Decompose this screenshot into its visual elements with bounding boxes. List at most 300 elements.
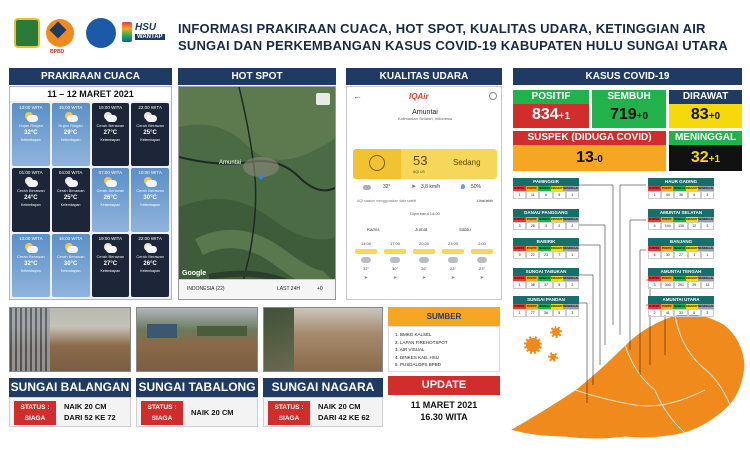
hour-cloud-icon (448, 257, 458, 263)
virus-icon-small (550, 326, 562, 338)
district-cell: 3 (701, 191, 714, 199)
weather-humidity: Kelembapan (60, 138, 81, 142)
district-value-row (648, 309, 714, 315)
hour-label: 2:00 (478, 241, 486, 246)
district-cell: 22 (526, 251, 539, 259)
district-column-header: DIRAWAT (550, 305, 563, 308)
extra-count-button[interactable]: +0 (317, 286, 323, 292)
district-cell: 1 (513, 309, 526, 317)
district-column-header: POSITIF (526, 247, 537, 250)
hour-aqi-bar (442, 249, 464, 254)
air-quality-panel (346, 86, 502, 300)
district-column-header: SEMBUH (673, 247, 685, 250)
hour-label: 17:00 (389, 241, 400, 246)
district-column-header: MENINGGAL (698, 305, 714, 308)
district-column-header: POSITIF (661, 218, 672, 221)
hotspot-section-header: HOT SPOT (178, 68, 336, 85)
district-column-header: POSITIF (661, 305, 672, 308)
district-cell: 33 (674, 309, 687, 317)
district-value-row (648, 191, 714, 197)
cloudy-night-icon (103, 112, 117, 122)
district-cell: 1 (513, 281, 526, 289)
district-cell: 5 (553, 309, 566, 317)
weather-humidity: Kelembapan (21, 203, 41, 208)
river-status-label: STATUS : (20, 404, 50, 411)
weather-condition: Cerah Berawan (56, 188, 85, 194)
aqi-value: 53 (413, 153, 428, 168)
district-cell: 5 (553, 281, 566, 289)
hsu-wantap-emblem-icon (122, 22, 132, 42)
weather-cell (92, 103, 130, 166)
weather-temperature: 26°C (103, 195, 118, 202)
meninggal-value-row (669, 145, 742, 171)
cloudy-night-icon (64, 177, 78, 187)
hour-temp: 30° (391, 266, 399, 271)
weather-cell (52, 234, 90, 297)
weather-cell (12, 234, 50, 297)
covid-section-header: KASUS COVID-19 (513, 68, 742, 85)
hsu-regency-logo-icon (14, 18, 40, 48)
river-status-label: STATUS : (147, 404, 177, 411)
district-cell: 3 (566, 309, 579, 317)
district-name: DANAU PANGGANG (513, 209, 579, 217)
hour-wind-icon: ➤ (450, 275, 456, 281)
district-cell: 2 (553, 222, 566, 230)
district-cell: 2 (566, 222, 579, 230)
source-item: 1. BMKG KALSEL (395, 332, 432, 337)
weather-condition: Cerah Berawan (56, 253, 85, 259)
dirawat-value: 83 (690, 106, 709, 123)
district-column-header: SUSPEK (513, 277, 525, 280)
district-column-header: POSITIF (661, 277, 672, 280)
weather-temperature: 27°C (103, 260, 118, 267)
district-cell: 1 (648, 191, 661, 199)
map-layers-icon[interactable] (316, 93, 330, 105)
river-title: SUNGAI TABALONG (136, 378, 258, 397)
weather-humidity: Kelembapan (140, 268, 160, 273)
day-label-1[interactable]: Kamis (367, 227, 380, 232)
district-cell: 1 (566, 251, 579, 259)
balangan-river-photo (9, 307, 131, 372)
district-cell: 12 (688, 222, 701, 230)
district-cell: 1 (513, 191, 526, 199)
hour-aqi-bar (413, 249, 435, 254)
suspek-box (513, 131, 666, 171)
district-cell: 13 (701, 281, 714, 289)
river-rise: NAIK 20 CM (318, 402, 361, 411)
river-change (191, 407, 234, 418)
district-column-header: SEMBUH (673, 277, 685, 280)
weather-humidity: Kelembapan (60, 268, 81, 273)
cloudy-night-icon (24, 177, 38, 187)
district-column-header: SEMBUH (673, 187, 685, 190)
weather-temperature: 27°C (103, 130, 118, 136)
weather-cell (52, 168, 90, 231)
weather-condition: Cerah Berawan (16, 188, 45, 194)
air-top-bar (347, 87, 502, 107)
time-range-button[interactable]: LAST 24H (277, 286, 300, 292)
map-control-bar (179, 279, 336, 299)
district-cell: 36 (539, 309, 552, 317)
aqi-status: Sedang (453, 158, 481, 167)
hour-temp: 32° (362, 266, 370, 271)
district-column-header: SUSPEK (513, 247, 525, 250)
district-cell: 291 (674, 281, 687, 289)
district-cell: 41 (661, 309, 674, 317)
weather-date: 11 – 12 MARET 2021 (10, 87, 171, 101)
district-cell: 44 (661, 191, 674, 199)
weather-cell (92, 168, 130, 231)
district-column-header: SUSPEK (648, 187, 660, 190)
positif-value: 834 (531, 106, 559, 123)
district-column-header: SEMBUH (538, 277, 550, 280)
district-column-header: DIRAWAT (550, 187, 563, 190)
district-value-row (513, 309, 579, 315)
district-column-header: MENINGGAL (698, 247, 714, 250)
district-column-header: DIRAWAT (685, 277, 698, 280)
weather-condition: Cerah Berawan (16, 253, 45, 259)
weather-condition: Hujan Ringan (58, 123, 83, 128)
weather-humidity: Kelembapan (60, 203, 81, 208)
positif-value-row (513, 104, 589, 128)
river-rise: NAIK 20 CM (64, 402, 107, 411)
air-location (347, 109, 502, 121)
weather-humidity: Kelembapan (100, 268, 121, 273)
district-cell: 4 (648, 222, 661, 230)
district-column-header: MENINGGAL (563, 277, 579, 280)
hour-cloud-icon (419, 257, 429, 263)
kominfo-logo-icon (86, 18, 116, 48)
hour-aqi-bar (355, 249, 377, 254)
weather-time: 22:00 WITA (138, 235, 162, 241)
positif-label: POSITIF (513, 90, 589, 104)
weather-temperature: 25°C (143, 130, 157, 136)
district-name: AMUNTAI UTARA (648, 296, 714, 304)
district-column-header: SEMBUH (673, 305, 685, 308)
dirawat-box (669, 90, 742, 128)
weather-time: 07:00 WITA (98, 170, 123, 176)
river-change (64, 401, 116, 423)
update-header: UPDATE (388, 376, 500, 395)
district-cell: 3 (648, 281, 661, 289)
district-table (648, 296, 714, 315)
district-table (513, 296, 579, 315)
page-title (178, 20, 738, 54)
district-name: AMUNTAI SELATAN (648, 209, 714, 217)
district-cell: 340 (661, 281, 674, 289)
iqair-brand: IQAir (409, 92, 429, 101)
source-list (388, 326, 500, 372)
district-name: HAUR GADING (648, 178, 714, 186)
positif-box (513, 90, 589, 128)
forecast-days (353, 227, 497, 235)
river-range: DARI 52 KE 72 (64, 413, 116, 422)
district-name: AMUNTAI TENGAH (648, 268, 714, 276)
district-cell: 37 (539, 281, 552, 289)
district-column-header: POSITIF (526, 277, 537, 280)
dirawat-label: DIRAWAT (669, 90, 742, 104)
day-label-2[interactable]: Jumat (415, 227, 428, 232)
weather-cell (131, 168, 169, 231)
weather-section-header: PRAKIRAAN CUACA (9, 68, 172, 85)
update-info (388, 395, 500, 427)
district-cell: 5 (553, 191, 566, 199)
meninggal-box (669, 131, 742, 171)
meninggal-label: MENINGGAL (669, 131, 742, 145)
district-value-row (513, 191, 579, 197)
district-column-header: SEMBUH (538, 247, 550, 250)
district-cell: 5 (688, 191, 701, 199)
meninggal-value: 32 (690, 149, 709, 166)
weather-cell (131, 103, 169, 166)
cloudy-night-icon (143, 243, 157, 253)
update-date: 11 MARET 2021 (410, 400, 478, 410)
district-column-header: SEMBUH (538, 305, 550, 308)
hourly-forecast-column (382, 241, 408, 297)
cloudy-sun-icon (64, 112, 78, 122)
district-table (513, 178, 579, 197)
district-cell: 3 (701, 309, 714, 317)
weather-time: 10:00 WITA (138, 170, 162, 176)
weather-humidity: Kelembapan (21, 268, 41, 273)
district-column-header: SUSPEK (513, 218, 525, 221)
district-cell: 3 (688, 251, 701, 259)
weather-time: 13:00 WITA (19, 105, 43, 110)
district-column-header: DIRAWAT (685, 247, 698, 250)
river-status-label: STATUS : (274, 404, 304, 411)
weather-time: 22:00 WITA (138, 105, 162, 110)
weather-temperature: 32°C (24, 130, 38, 136)
air-quality-section-header: KUALITAS UDARA (346, 68, 502, 85)
district-name: BABIRIK (513, 238, 579, 246)
district-cell: 36 (674, 191, 687, 199)
weather-cell (92, 234, 130, 297)
cloudy-sun-icon (24, 243, 38, 253)
hour-aqi-bar (471, 249, 493, 254)
weather-condition: Cerah Berawan (136, 253, 165, 259)
hour-aqi-bar (384, 249, 406, 254)
cloudy-sun-icon (143, 177, 157, 187)
district-column-header: DIRAWAT (550, 277, 563, 280)
river-change (318, 401, 370, 423)
back-arrow-icon[interactable]: ← (353, 91, 362, 101)
sembuh-delta: +0 (636, 111, 649, 122)
district-table (513, 268, 579, 287)
district-column-header: SEMBUH (538, 218, 550, 221)
hour-temp: 23° (478, 266, 486, 271)
district-cell: 27 (674, 251, 687, 259)
hour-wind-icon: ➤ (392, 275, 398, 281)
district-column-header: MENINGGAL (698, 277, 714, 280)
map-place-label: Amuntai (219, 160, 242, 166)
air-weather-row (353, 183, 497, 195)
hour-temp: 23° (449, 266, 457, 271)
river-level-info (9, 397, 131, 427)
river-status: SIAGA (24, 415, 46, 422)
weather-condition: Cerah Berawan (136, 123, 165, 128)
district-table (648, 268, 714, 287)
weather-humidity: Kelembapan (100, 203, 121, 208)
weather-condition: Cerah Berawan (136, 188, 165, 194)
weather-temperature: 32°C (24, 260, 38, 267)
suspek-label: SUSPEK (DIDUGA COVID) (513, 131, 666, 145)
google-logo: Google (182, 270, 207, 277)
river-status: SIAGA (151, 415, 173, 422)
hourly-forecast-column (353, 241, 379, 297)
district-column-header: MENINGGAL (563, 305, 579, 308)
river-range: DARI 42 KE 62 (318, 413, 370, 422)
bpbd-logo-icon (46, 19, 74, 47)
district-column-header: DIRAWAT (685, 305, 698, 308)
weather-time: 16:00 WITA (58, 105, 83, 110)
hsu-logo-text: HSU (135, 22, 157, 33)
source-item: 2. LAPAN FIREHOTSPOT (395, 339, 448, 345)
satellite-map-image (179, 87, 336, 300)
weather-time: 19:00 WITA (98, 235, 123, 241)
weather-time: 01:00 WITA (19, 170, 43, 176)
weather-humidity: Kelembapan (140, 138, 160, 142)
district-cell: 3 (513, 222, 526, 230)
district-column-header: SUSPEK (648, 305, 660, 308)
meninggal-delta: +1 (708, 154, 721, 165)
hour-label: 20:00 (418, 241, 429, 246)
weather-temperature: 30°C (143, 195, 157, 202)
district-column-header: SEMBUH (538, 187, 550, 190)
weather-time: 04:00 WITA (58, 170, 83, 176)
air-updated: Diperbarui 14:00 (410, 211, 440, 216)
district-column-header: MENINGGAL (563, 218, 579, 221)
district-cell: 2 (648, 309, 661, 317)
source-header: SUMBER (388, 307, 500, 326)
see-more-link[interactable]: Lihat lebih (477, 199, 493, 203)
river-status-badge (268, 401, 310, 425)
wantap-logo-text: WANTAP (137, 34, 163, 40)
weather-humidity: Kelembapan (21, 138, 41, 142)
virus-icon (524, 336, 542, 354)
district-cell: 6 (648, 251, 661, 259)
weather-forecast-panel (9, 86, 172, 300)
aqi-face-icon (353, 149, 401, 179)
river-title: SUNGAI BALANGAN (9, 378, 131, 397)
suspek-value: 13 (576, 149, 594, 166)
weather-cell (52, 103, 90, 166)
district-cell: 130 (674, 222, 687, 230)
weather-condition: Cerah Berawan (96, 123, 125, 128)
hour-cloud-icon (477, 257, 487, 263)
district-value-row (513, 251, 579, 257)
weather-time: 19:00 WITA (98, 105, 123, 110)
cloudy-night-icon (143, 112, 157, 122)
air-humidity: 50% (471, 184, 482, 190)
district-column-header: DIRAWAT (550, 218, 563, 221)
weather-time: 16:00 WITA (58, 235, 83, 241)
district-column-header: SUSPEK (513, 187, 525, 190)
source-item: 5. PUSDALOPS BPBD (395, 362, 442, 367)
district-cell: 1 (701, 251, 714, 259)
district-table (648, 238, 714, 257)
weather-condition: Cerah Berawan (96, 253, 125, 259)
cloudy-sun-icon (24, 112, 38, 122)
hotspot-map[interactable] (178, 86, 336, 300)
hour-label: 23:00 (447, 241, 458, 246)
hour-temp: 26° (420, 266, 428, 271)
humidity-icon (461, 184, 465, 189)
district-cell: 3 (701, 222, 714, 230)
weather-cell (12, 168, 50, 231)
dirawat-delta: +0 (708, 111, 721, 122)
update-time: 16.30 WITA (420, 412, 468, 422)
sembuh-value-row (592, 104, 666, 128)
hour-wind-icon: ➤ (363, 275, 369, 281)
weather-temperature: 25°C (63, 195, 78, 202)
hour-cloud-icon (390, 257, 400, 263)
air-note-row (353, 199, 497, 207)
district-cell: 30 (661, 251, 674, 259)
district-table (513, 209, 579, 228)
district-table (513, 238, 579, 257)
air-city: Amuntai (412, 109, 438, 116)
hourly-forecast-column (440, 241, 466, 297)
district-name: SUNGAI TABUKAN (513, 268, 579, 276)
district-cell: 11 (526, 191, 539, 199)
district-column-header: DIRAWAT (550, 247, 563, 250)
district-column-header: POSITIF (661, 247, 672, 250)
bpbd-logo-text: BPBD (50, 49, 65, 55)
district-value-row (513, 281, 579, 287)
virus-icon-tiny (548, 352, 558, 362)
aqi-unit: AQI US (413, 170, 425, 174)
district-cell: 28 (526, 222, 539, 230)
district-column-header: POSITIF (526, 305, 537, 308)
district-column-header: SUSPEK (513, 305, 525, 308)
district-cell: 29 (688, 281, 701, 289)
district-column-header: DIRAWAT (685, 218, 698, 221)
source-item: 4. DINKES KAB. HSU (395, 354, 440, 360)
district-cell: 38 (526, 281, 539, 289)
district-cell: 2 (566, 281, 579, 289)
cloudy-sun-icon (103, 177, 117, 187)
district-cell: 77 (526, 309, 539, 317)
district-cell: 144 (661, 222, 674, 230)
district-cell: 7 (553, 251, 566, 259)
day-label-3[interactable]: Sabtu (459, 227, 471, 232)
district-cell: 3 (539, 222, 552, 230)
river-status-badge (141, 401, 183, 425)
region-selector-button[interactable]: INDONESIA (22) (187, 286, 225, 292)
district-column-header: POSITIF (526, 187, 537, 190)
district-column-header: DIRAWAT (685, 187, 698, 190)
weather-condition: Cerah Berawan (96, 188, 125, 194)
weather-humidity: Kelembapan (140, 203, 160, 208)
district-value-row (648, 222, 714, 228)
district-table (648, 209, 714, 228)
weather-cell (131, 234, 169, 297)
weather-temperature: 26°C (143, 260, 157, 267)
district-value-row (648, 281, 714, 287)
aqi-card (353, 149, 497, 179)
weather-humidity: Kelembapan (100, 138, 121, 142)
dirawat-value-row (669, 104, 742, 128)
hour-cloud-icon (361, 257, 371, 263)
cloud-icon (363, 185, 371, 190)
river-level-info (263, 397, 383, 427)
district-value-row (648, 251, 714, 257)
weather-cell (12, 103, 50, 166)
info-icon[interactable] (489, 92, 497, 100)
source-item: 3. AIR VISUAL (395, 347, 425, 352)
district-column-header: SUSPEK (648, 277, 660, 280)
district-cell: 9 (513, 251, 526, 259)
